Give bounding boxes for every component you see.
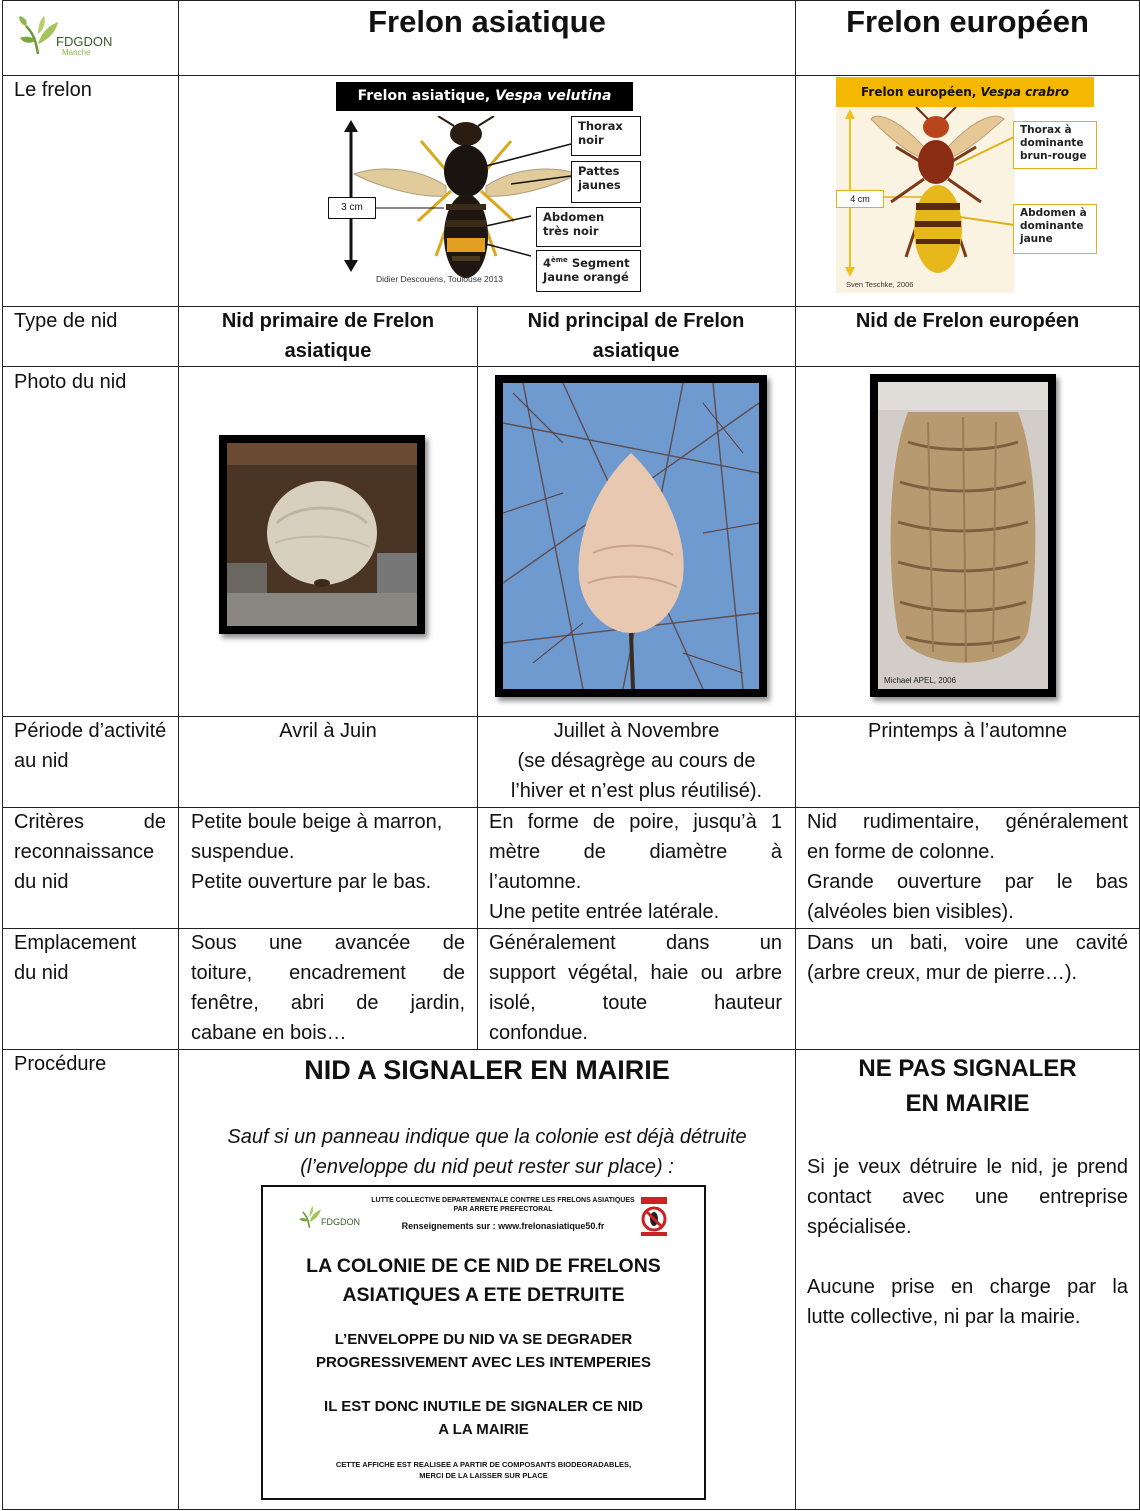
column-title-european: Frelon européen — [846, 4, 1089, 39]
emplacement-primaire-4: cabane en bois… — [191, 1022, 347, 1044]
asian-tag-segment-text: Segment Jaune orangé — [543, 255, 630, 284]
european-hornet-title-banner — [836, 77, 1094, 107]
sign-main-1: LA COLONIE DE CE NID DE FRELONS — [306, 1255, 661, 1277]
criteres-primaire-1: Petite boule beige à marron, — [191, 811, 443, 833]
criteres-europeen-3: Grande ouverture par le bas — [807, 871, 1128, 893]
asian-tag-segment-sup: ème — [551, 256, 568, 264]
procedure-european-p1-3: spécialisée. — [807, 1216, 912, 1238]
criteres-europeen-4: (alvéoles bien visibles). — [807, 901, 1014, 923]
sign-header-1: LUTTE COLLECTIVE DEPARTEMENTALE CONTRE LES FRELONS ASIATIQUES — [371, 1197, 635, 1204]
sign-logo — [297, 1205, 377, 1235]
photo-nid-europeen — [870, 374, 1056, 697]
emplacement-principal-3: isolé, toute hauteur — [489, 992, 782, 1014]
destroyed-colony-sign — [261, 1185, 706, 1500]
criteres-europeen-1: Nid rudimentaire, généralement — [807, 811, 1128, 833]
sign-foot-2: MERCI DE LA LAISSER SUR PLACE — [419, 1471, 548, 1480]
logo-subtext: Manche — [62, 48, 91, 57]
row-label-criteres: Critères de reconnaissance du nid — [14, 811, 166, 893]
criteres-principal-4: Une petite entrée latérale. — [489, 901, 720, 923]
emplacement-principal-2: support végétal, haie ou arbre — [489, 962, 782, 984]
no-hornet-icon — [639, 1197, 669, 1237]
procedure-european-title-2: EN MAIRIE — [905, 1090, 1030, 1117]
procedure-asian-title: NID A SIGNALER EN MAIRIE — [304, 1055, 670, 1085]
emplacement-primaire-2: toiture, encadrement de — [191, 962, 465, 984]
european-tag-abdomen: Abdomen à dominante jaune — [1013, 204, 1097, 254]
sign-leaf-icon — [297, 1205, 323, 1229]
row-label-emplacement: Emplacement du nid — [14, 932, 137, 984]
row-label-periode: Période d’activité au nid — [14, 720, 167, 772]
asian-hornet-figure — [326, 80, 646, 294]
emplacement-primaire-3: fenêtre, abri de jardin, — [191, 992, 465, 1014]
procedure-european-p1-1: Si je veux détruire le nid, je prend — [807, 1156, 1128, 1178]
fdgdon-logo — [16, 12, 126, 62]
sign-sub-1: L’ENVELOPPE DU NID VA SE DEGRADER — [334, 1331, 633, 1348]
procedure-european-p1-2: contact avec une entreprise — [807, 1186, 1128, 1208]
column-title-asian: Frelon asiatique — [368, 4, 606, 39]
procedure-asian-note-1: Sauf si un panneau indique que la colonie est déjà détruite — [227, 1126, 747, 1148]
periode-principal-1: Juillet à Novembre — [553, 720, 720, 742]
asian-tag-abdomen: Abdomen très noir — [536, 207, 641, 247]
asian-hornet-species: Vespa velutina — [495, 88, 612, 104]
european-hornet-credit: Sven Teschke, 2006 — [846, 280, 914, 289]
periode-principal-2: (se désagrège au cours de — [517, 750, 756, 772]
emplacement-primaire-1: Sous une avancée de — [191, 932, 465, 954]
sign-logo-text: FDGDON — [321, 1217, 360, 1227]
european-hornet-title: Frelon européen, — [860, 85, 981, 99]
asian-tag-thorax: Thorax noir — [571, 116, 641, 156]
emplacement-principal-1: Généralement dans un — [489, 932, 782, 954]
sign-sub-3: IL EST DONC INUTILE DE SIGNALER CE NID — [324, 1398, 643, 1415]
row-label-photo: Photo du nid — [14, 371, 127, 393]
european-hornet-figure — [836, 77, 1104, 293]
emplacement-principal-4: confondue. — [489, 1022, 588, 1044]
asian-size-box: 3 cm — [328, 197, 376, 219]
periode-europeen: Printemps à l’automne — [868, 720, 1067, 742]
periode-principal-3: l’hiver et n’est plus réutilisé). — [510, 780, 763, 802]
emplacement-europeen-1: Dans un bati, voire une cavité — [807, 932, 1128, 954]
principal-nest-image — [503, 383, 759, 689]
criteres-principal-1: En forme de poire, jusqu’à 1 — [489, 811, 782, 833]
sign-info: Renseignements sur : www.frelonasiatique50.fr — [401, 1221, 605, 1231]
asian-tag-pattes: Pattes jaunes — [571, 161, 641, 203]
photo-nid-principal — [495, 375, 767, 697]
asian-tag-segment-number: 4 — [543, 255, 552, 270]
criteres-primaire-3: Petite ouverture par le bas. — [191, 871, 432, 893]
primary-nest-image — [227, 443, 417, 626]
criteres-principal-2: mètre de diamètre à — [489, 841, 782, 863]
asian-hornet-credit: Didier Descouens, Toulouse 2013 — [376, 274, 503, 284]
sign-main-2: ASIATIQUES A ETE DETRUITE — [342, 1284, 625, 1306]
sign-foot-1: CETTE AFFICHE EST REALISEE A PARTIR DE COMPOSANTS BIODEGRADABLES, — [335, 1460, 632, 1469]
row-label-procedure: Procédure — [14, 1053, 107, 1075]
european-tag-thorax: Thorax à dominante brun-rouge — [1013, 121, 1097, 169]
asian-hornet-title-banner — [336, 82, 633, 111]
asian-tag-segment — [536, 250, 641, 292]
row-label-frelon: Le frelon — [14, 79, 92, 101]
type-nid-principal: Nid principal de Frelon asiatique — [527, 310, 745, 362]
european-nest-image — [878, 382, 1048, 689]
european-photo-credit: Michael APEL, 2006 — [884, 676, 957, 685]
european-size-box: 4 cm — [836, 190, 884, 208]
criteres-europeen-2: en forme de colonne. — [807, 841, 995, 863]
procedure-european-p2-2: lutte collective, ni par la mairie. — [807, 1306, 1081, 1328]
logo-text: FDGDON — [56, 34, 113, 49]
procedure-european-title-1: NE PAS SIGNALER — [858, 1055, 1077, 1082]
photo-nid-primaire — [219, 435, 425, 634]
sign-sub-2: PROGRESSIVEMENT AVEC LES INTEMPERIES — [315, 1354, 652, 1371]
emplacement-europeen-2: (arbre creux, mur de pierre…). — [807, 962, 1078, 984]
row-label-type-nid: Type de nid — [14, 310, 118, 332]
european-hornet-species: Vespa crabro — [980, 85, 1069, 99]
type-nid-primaire: Nid primaire de Frelon asiatique — [221, 310, 435, 362]
criteres-primaire-2: suspendue. — [191, 841, 295, 863]
procedure-european-p2-1: Aucune prise en charge par la — [807, 1276, 1128, 1298]
sign-sub-4: A LA MAIRIE — [438, 1421, 529, 1438]
criteres-principal-3: l’automne. — [489, 871, 582, 893]
procedure-asian-note-2: (l’enveloppe du nid peut rester sur place) : — [300, 1156, 674, 1178]
sign-header-2: PAR ARRETE PREFECTORAL — [453, 1206, 553, 1213]
type-nid-europeen: Nid de Frelon européen — [855, 310, 1080, 332]
asian-hornet-title: Frelon asiatique, — [357, 88, 496, 104]
periode-primaire: Avril à Juin — [279, 720, 377, 742]
